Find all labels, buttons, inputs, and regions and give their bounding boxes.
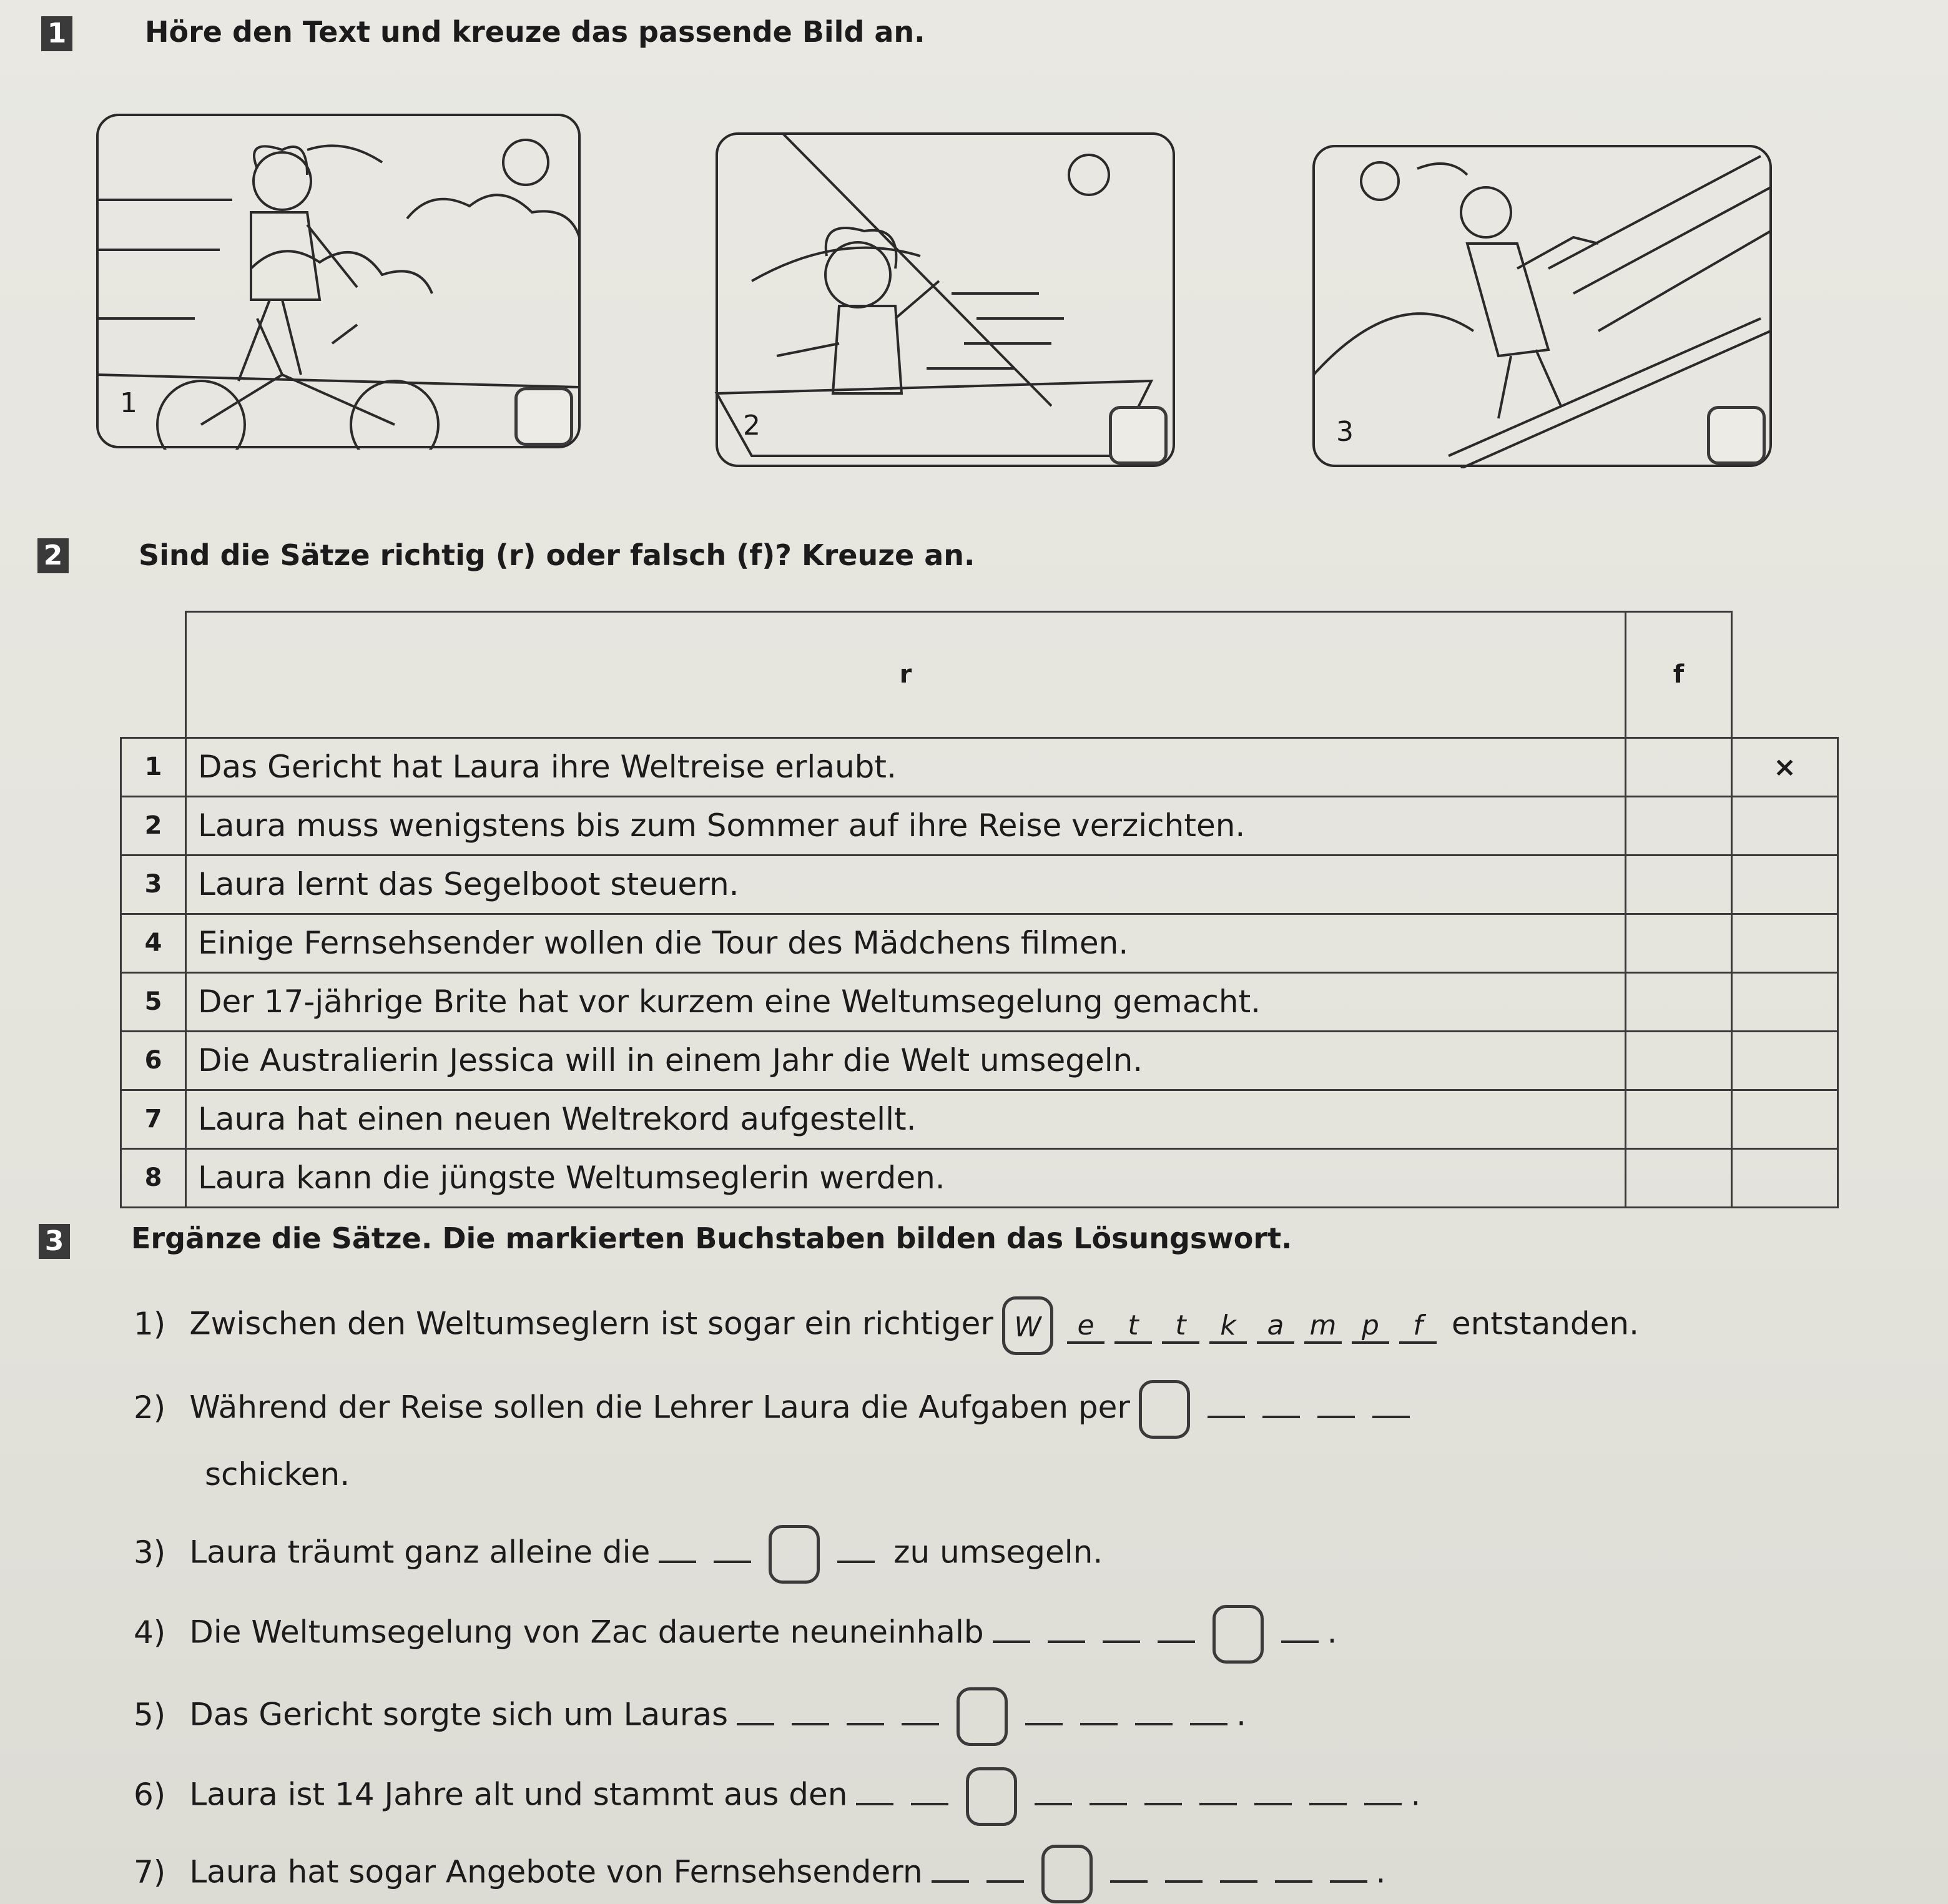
table-row xyxy=(121,1148,1838,1207)
picture-3-skiing xyxy=(1311,144,1773,468)
sentence-4-blank[interactable] xyxy=(1281,1634,1319,1643)
table-row xyxy=(121,914,1838,972)
sentence-7-blank[interactable] xyxy=(1165,1874,1203,1883)
sentence-5-blank[interactable] xyxy=(737,1717,774,1725)
table-header-blank xyxy=(130,674,167,734)
sentence-6-blank[interactable] xyxy=(856,1797,893,1805)
table-header-row xyxy=(121,612,1838,738)
sentence-5-blank[interactable] xyxy=(1135,1717,1173,1725)
sentence-5-blank[interactable] xyxy=(1080,1717,1118,1725)
row-r-cell[interactable] xyxy=(1626,1090,1732,1148)
task1-number-badge: 1 xyxy=(41,16,72,51)
task2-number-badge: 2 xyxy=(37,538,69,573)
sentence-4-ending: . xyxy=(1327,1614,1337,1650)
sentence-3-number: 3) xyxy=(134,1534,166,1571)
true-false-table xyxy=(120,611,1839,1208)
row-f-cell[interactable] xyxy=(1732,914,1838,972)
sentence-5-blank[interactable] xyxy=(847,1717,884,1725)
sentence-7 xyxy=(134,1845,1386,1903)
sentence-3 xyxy=(134,1525,1103,1584)
row-number: 7 xyxy=(121,1090,186,1148)
sentence-7-blank[interactable] xyxy=(1275,1874,1312,1883)
sentence-2-blank[interactable] xyxy=(1262,1409,1300,1418)
row-number: 6 xyxy=(121,1031,186,1090)
sentence-1-letter[interactable]: k xyxy=(1209,1310,1247,1344)
sentence-1-letter[interactable]: a xyxy=(1257,1310,1294,1344)
row-f-cell[interactable] xyxy=(1732,972,1838,1031)
row-number: 2 xyxy=(121,796,186,855)
sentence-1-text: Zwischen den Weltumseglern ist sogar ein richtiger xyxy=(189,1305,993,1342)
sentence-5-blank[interactable] xyxy=(902,1717,939,1725)
sentence-2-blank[interactable] xyxy=(1208,1409,1245,1418)
row-f-cell[interactable] xyxy=(1732,1148,1838,1207)
sentence-5-text: Das Gericht sorgte sich um Lauras xyxy=(189,1696,729,1733)
row-r-cell[interactable] xyxy=(1626,1031,1732,1090)
sentence-4-text: Die Weltumsegelung von Zac dauerte neuneinhalb xyxy=(189,1614,984,1650)
sentence-1-letter[interactable]: e xyxy=(1067,1310,1104,1344)
sentence-2-continuation: schicken. xyxy=(205,1456,350,1492)
row-number: 4 xyxy=(121,914,186,972)
task3-number-badge: 3 xyxy=(39,1224,70,1259)
row-r-cell[interactable] xyxy=(1626,855,1732,914)
row-f-cell[interactable] xyxy=(1732,855,1838,914)
picture-2-sailing xyxy=(714,131,1176,468)
table-row xyxy=(121,737,1838,796)
table-row xyxy=(121,1031,1838,1090)
sentence-2-marked-letter-box[interactable] xyxy=(1139,1380,1190,1439)
sentence-3-text: Laura träumt ganz alleine die xyxy=(189,1534,651,1571)
sentence-4-blank[interactable] xyxy=(1048,1634,1085,1643)
sentence-7-blank[interactable] xyxy=(986,1874,1024,1883)
sentence-5-ending: . xyxy=(1236,1696,1247,1733)
picture-1-checkbox[interactable] xyxy=(514,387,573,446)
row-f-cell[interactable]: × xyxy=(1732,737,1838,796)
sentence-7-blank[interactable] xyxy=(932,1874,969,1883)
sentence-5-number: 5) xyxy=(134,1696,166,1733)
picture-3-checkbox[interactable] xyxy=(1707,406,1766,465)
row-f-cell[interactable] xyxy=(1732,796,1838,855)
sentence-6-blank[interactable] xyxy=(1254,1797,1292,1805)
row-statement: Der 17-jährige Brite hat vor kurzem eine Weltumsegelung gemacht. xyxy=(186,972,1626,1031)
sentence-4-number: 4) xyxy=(134,1614,166,1650)
sentence-7-marked-letter-box[interactable] xyxy=(1041,1845,1093,1903)
column-r-header: r xyxy=(186,612,1626,738)
sentence-3-ending: zu umsegeln. xyxy=(893,1534,1103,1571)
sentence-3-blank[interactable] xyxy=(659,1554,696,1563)
sentence-4-marked-letter-box[interactable] xyxy=(1213,1605,1264,1664)
sentence-6-blank[interactable] xyxy=(1309,1797,1347,1805)
sentence-2-text: Während der Reise sollen die Lehrer Laura die Aufgaben per xyxy=(189,1389,1130,1426)
sentence-6-blank[interactable] xyxy=(1035,1797,1072,1805)
row-r-cell[interactable] xyxy=(1626,914,1732,972)
sentence-6-blank[interactable] xyxy=(1364,1797,1402,1805)
row-statement: Das Gericht hat Laura ihre Weltreise erlaubt. xyxy=(186,737,1626,796)
sentence-4-blank[interactable] xyxy=(993,1634,1030,1643)
sentence-7-blank[interactable] xyxy=(1330,1874,1367,1883)
sentence-6-text: Laura ist 14 Jahre alt und stammt aus den xyxy=(189,1776,848,1813)
sentence-3-blank[interactable] xyxy=(714,1554,751,1563)
sentence-5-blank[interactable] xyxy=(792,1717,829,1725)
row-number: 3 xyxy=(121,855,186,914)
sentence-6-blank[interactable] xyxy=(1144,1797,1182,1805)
sentence-1-letter[interactable]: f xyxy=(1399,1310,1437,1344)
sentence-1-number: 1) xyxy=(134,1305,166,1342)
sentence-5-marked-letter-box[interactable] xyxy=(957,1687,1008,1746)
sentence-1-letter[interactable]: p xyxy=(1352,1310,1389,1344)
task3-instruction: Ergänze die Sätze. Die markierten Buchstaben bilden das Lösungswort. xyxy=(131,1221,1292,1255)
sentence-1-letter[interactable]: t xyxy=(1114,1310,1152,1344)
table-row xyxy=(121,972,1838,1031)
row-statement: Laura lernt das Segelboot steuern. xyxy=(186,855,1626,914)
sentence-3-marked-letter-box[interactable] xyxy=(769,1525,820,1584)
sentence-5-blank[interactable] xyxy=(1025,1717,1063,1725)
task2-instruction: Sind die Sätze richtig (r) oder falsch (f)? Kreuze an. xyxy=(139,538,975,572)
row-f-cell[interactable] xyxy=(1732,1031,1838,1090)
row-statement: Laura muss wenigstens bis zum Sommer auf ihre Reise verzichten. xyxy=(186,796,1626,855)
picture-1-number: 1 xyxy=(120,387,137,419)
sentence-6-blank[interactable] xyxy=(1090,1797,1127,1805)
sentence-5 xyxy=(134,1687,1246,1746)
row-f-cell[interactable] xyxy=(1732,1090,1838,1148)
sentence-7-blank[interactable] xyxy=(1110,1874,1148,1883)
picture-2-checkbox[interactable] xyxy=(1109,406,1168,465)
row-statement: Die Australierin Jessica will in einem Jahr die Welt umsegeln. xyxy=(186,1031,1626,1090)
table-row xyxy=(121,1090,1838,1148)
sentence-4-blank[interactable] xyxy=(1158,1634,1195,1643)
sentence-1-ending: entstanden. xyxy=(1451,1305,1640,1342)
row-r-cell[interactable] xyxy=(1626,796,1732,855)
picture-2-number: 2 xyxy=(743,410,760,441)
sentence-6 xyxy=(134,1767,1420,1826)
sentence-6-blank[interactable] xyxy=(911,1797,948,1805)
row-r-cell[interactable] xyxy=(1626,737,1732,796)
sentence-7-blank[interactable] xyxy=(1220,1874,1257,1883)
row-r-cell[interactable] xyxy=(1626,972,1732,1031)
table-header-blank xyxy=(130,612,167,672)
row-r-cell[interactable] xyxy=(1626,1148,1732,1207)
sentence-1 xyxy=(134,1296,1639,1355)
sentence-2 xyxy=(134,1380,1419,1439)
picture-1-cycling xyxy=(95,112,582,450)
row-statement: Laura hat einen neuen Weltrekord aufgestellt. xyxy=(186,1090,1626,1148)
row-statement: Laura kann die jüngste Weltumseglerin werden. xyxy=(186,1148,1626,1207)
sentence-2-number: 2) xyxy=(134,1389,166,1426)
sentence-1-marked-letter-box[interactable]: W xyxy=(1002,1296,1053,1355)
sentence-6-number: 6) xyxy=(134,1776,166,1813)
sentence-2-blank[interactable] xyxy=(1317,1409,1355,1418)
column-f-header: f xyxy=(1626,612,1732,738)
sentence-7-ending: . xyxy=(1375,1853,1386,1890)
sentence-1-letter[interactable]: t xyxy=(1162,1310,1199,1344)
sentence-4-blank[interactable] xyxy=(1103,1634,1140,1643)
sentence-6-ending: . xyxy=(1410,1776,1421,1813)
sentence-5-blank[interactable] xyxy=(1190,1717,1227,1725)
sentence-3-blank[interactable] xyxy=(837,1554,875,1563)
sentence-6-blank[interactable] xyxy=(1199,1797,1237,1805)
row-number: 1 xyxy=(121,737,186,796)
task1-instruction: Höre den Text und kreuze das passende Bild an. xyxy=(145,15,925,49)
picture-3-number: 3 xyxy=(1336,416,1354,448)
sentence-6-marked-letter-box[interactable] xyxy=(966,1767,1017,1826)
sentence-2-blank[interactable] xyxy=(1372,1409,1410,1418)
sentence-7-number: 7) xyxy=(134,1853,166,1890)
sentence-1-letter[interactable]: m xyxy=(1304,1310,1342,1344)
table-row xyxy=(121,855,1838,914)
sentence-4 xyxy=(134,1605,1337,1664)
sentence-7-text: Laura hat sogar Angebote von Fernsehsendern xyxy=(189,1853,923,1890)
row-number: 8 xyxy=(121,1148,186,1207)
table-row xyxy=(121,796,1838,855)
row-number: 5 xyxy=(121,972,186,1031)
row-statement: Einige Fernsehsender wollen die Tour des Mädchens filmen. xyxy=(186,914,1626,972)
